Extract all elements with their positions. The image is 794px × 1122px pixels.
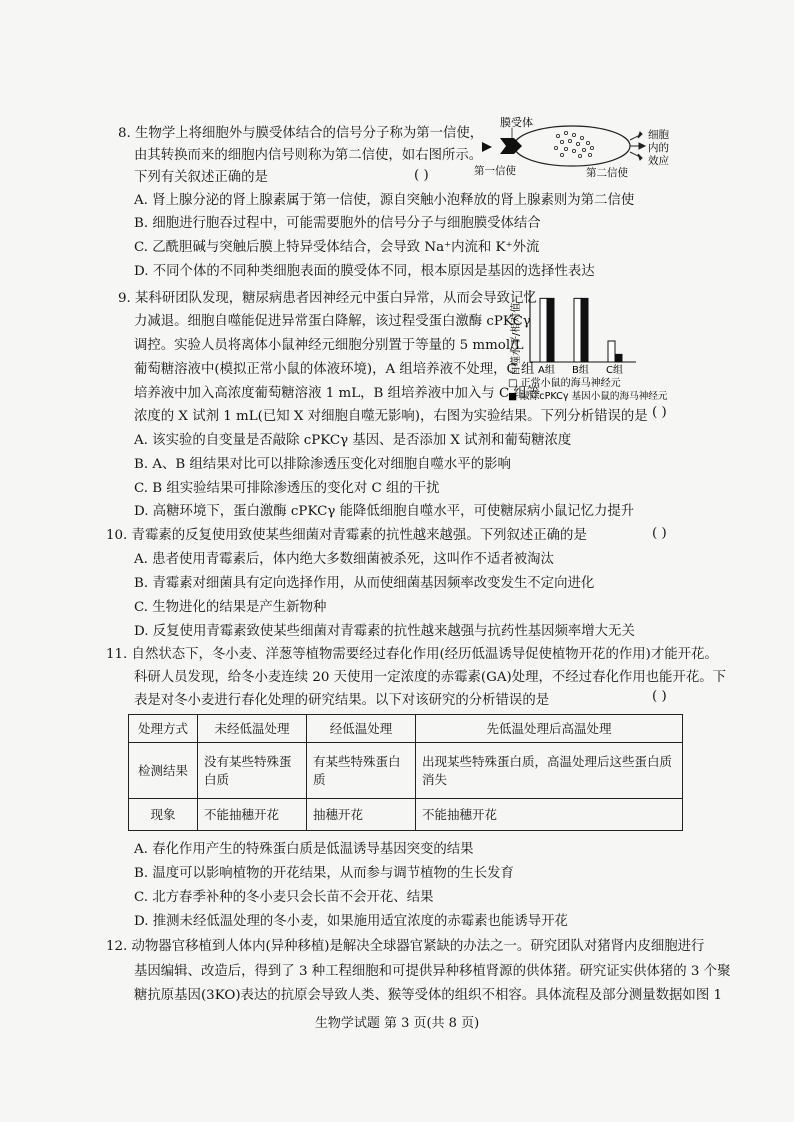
first-messenger-shape [482, 142, 492, 152]
table-cell: 现象 [129, 799, 198, 831]
q11-stem-1: 11. 自然状态下，冬小麦、洋葱等植物需要经过春化作用(经历低温诱导促使植物开花的作用)才能开花。 [106, 647, 718, 662]
table-cell: 出现某些特殊蛋白质，高温处理后这些蛋白质消失 [416, 743, 683, 799]
q8-option-c: C. 乙酰胆碱与突触后膜上特异受体结合，会导致 Na⁺内流和 K⁺外流 [134, 240, 540, 255]
bar-knockout [547, 298, 554, 362]
q9-option-a: A. 该实验的自变量是否敲除 cPKCγ 基因、是否添加 X 试剂和葡萄糖浓度 [134, 433, 572, 448]
vernalization-table [128, 714, 683, 831]
effect-arrows [630, 132, 645, 160]
signal-diagram [470, 116, 680, 182]
q10-option-d: D. 反复使用青霉素致使某些细菌对青霉素的抗性越来越强与抗药性基因频率增大无关 [134, 624, 635, 639]
effect-label-3: 效应 [648, 155, 669, 167]
bar-normal [608, 341, 615, 362]
q11-stem-3: 表是对冬小麦进行春化处理的研究结果。以下对该研究的分析错误的是 [134, 693, 550, 708]
bar-knockout [615, 354, 622, 362]
second-messenger-label: 第二信使 [586, 167, 628, 179]
q9-option-b: B. A、B 组结果对比可以排除渗透压变化对细胞自噬水平的影响 [134, 457, 511, 472]
q9-stem-2: 力减退。细胞自噬能促进异常蛋白降解，该过程受蛋白激酶 cPKCγ [134, 314, 531, 329]
x-tick-label: C组 [606, 365, 623, 376]
receptor-label: 膜受体 [500, 116, 533, 129]
q9-option-d: D. 高糖环境下，蛋白激酶 cPKCγ 能降低细胞自噬水平，可使糖尿病小鼠记忆力提升 [134, 504, 635, 519]
q9-stem-6: 浓度的 X 试剂 1 mL(已知 X 对细胞自噬无影响)，右图为实验结果。下列分析错误的是 [134, 409, 648, 424]
table-header-cell: 经低温处理 [307, 715, 416, 743]
q8-option-a: A. 肾上腺分泌的肾上腺素属于第一信使，源自突触小泡释放的肾上腺素则为第二信使 [134, 193, 635, 208]
table-cell: 不能抽穗开花 [416, 799, 683, 831]
q12-stem-2: 基因编辑、改造后，得到了 3 种工程细胞和可提供异种移植肾源的供体猪。研究证实供体猪的 3 个聚 [134, 964, 731, 979]
bar-knockout [581, 298, 588, 362]
legend-knockout: ■ 敲除cPKCγ 基因小鼠的海马神经元 [508, 391, 668, 402]
q9-stem-1: 9. 某科研团队发现，糖尿病患者因神经元中蛋白异常，从而会导致记忆 [118, 291, 537, 306]
q9-option-c: C. B 组实验结果可排除渗透压的变化对 C 组的干扰 [134, 481, 440, 496]
q8-stem-3: 下列有关叙述正确的是 [134, 170, 268, 185]
q8-stem-2: 由其转换而来的细胞内信号则称为第二信使，如右图所示。 [134, 148, 483, 163]
chart-ylabel: 自噬水平/相对值 [511, 302, 522, 376]
q12-stem-1: 12. 动物器官移植到人体内(异种移植)是解决全球器官紧缺的办法之一。研究团队对猪肾内皮细胞进行 [106, 939, 705, 954]
table-row [129, 799, 683, 831]
q10-stem: 10. 青霉素的反复使用致使某些细菌对青霉素的抗性越来越强。下列叙述正确的是 [106, 528, 587, 543]
receptor-shape [500, 138, 522, 154]
q9-stem-3: 调控。实验人员将离体小鼠神经元细胞分别置于等量的 5 mmol/L [134, 338, 524, 353]
q8-option-d: D. 不同个体的不同种类细胞表面的膜受体不同，根本原因是基因的选择性表达 [134, 264, 595, 279]
q9-answer-paren: ( ) [652, 405, 667, 420]
q11-answer-paren: ( ) [652, 689, 667, 704]
second-messenger-dots [554, 131, 593, 157]
effect-label-2: 内的 [648, 142, 669, 154]
table-header-cell: 处理方式 [129, 715, 198, 743]
legend-normal: □ 正常小鼠的海马神经元 [508, 378, 621, 389]
table-header-cell: 先低温处理后高温处理 [416, 715, 683, 743]
bar-normal [574, 298, 581, 362]
q11-option-a: A. 春化作用产生的特殊蛋白质是低温诱导基因突变的结果 [134, 842, 474, 857]
q8-option-b: B. 细胞进行胞吞过程中，可能需要胞外的信号分子与细胞膜受体结合 [134, 216, 541, 231]
cell-outline [514, 126, 630, 166]
q10-option-c: C. 生物进化的结果是产生新物种 [134, 600, 327, 615]
table-cell: 检测结果 [129, 743, 198, 799]
table-cell: 抽穗开花 [307, 799, 416, 831]
x-tick-label: A组 [538, 365, 555, 376]
table-row [129, 743, 683, 799]
autophagy-bar-chart [508, 282, 694, 406]
q11-stem-2: 科研人员发现，给冬小麦连续 20 天使用一定浓度的赤霉素(GA)处理，不经过春化作用也能开花。下 [134, 670, 726, 685]
x-tick-label: B组 [572, 365, 589, 376]
page-footer: 生物学试题 第 3 页(共 8 页) [314, 1016, 480, 1031]
q10-option-a: A. 患者使用青霉素后，体内绝大多数细菌被杀死，这叫作不适者被淘汰 [134, 552, 554, 567]
q11-option-c: C. 北方春季补种的冬小麦只会长苗不会开花、结果 [134, 890, 434, 905]
q8-answer-paren: ( ) [414, 168, 429, 183]
q12-stem-3: 糖抗原基因(3KO)表达的抗原会导致人类、猴等受体的组织不相容。具体流程及部分测量数据如图 1 [134, 988, 722, 1003]
q10-answer-paren: ( ) [652, 526, 667, 541]
table-header-cell: 未经低温处理 [198, 715, 307, 743]
q9-stem-4: 葡萄糖溶液中(模拟正常小鼠的体液环境)，A 组培养液不处理，C 组 [134, 362, 535, 377]
table-cell: 有某些特殊蛋白质 [307, 743, 416, 799]
table-cell: 没有某些特殊蛋白质 [198, 743, 307, 799]
q10-option-b: B. 青霉素对细菌具有定向选择作用，从而使细菌基因频率改变发生不定向进化 [134, 576, 595, 591]
first-messenger-label: 第一信使 [474, 165, 516, 177]
q11-option-d: D. 推测未经低温处理的冬小麦，如果施用适宜浓度的赤霉素也能诱导开花 [134, 914, 568, 929]
table-header-row [129, 715, 683, 743]
table-cell: 不能抽穗开花 [198, 799, 307, 831]
q11-option-b: B. 温度可以影响植物的开花结果，从而参与调节植物的生长发育 [134, 866, 514, 881]
q8-stem-1: 8. 生物学上将细胞外与膜受体结合的信号分子称为第一信使， [118, 126, 484, 141]
q9-stem-5: 培养液中加入高浓度葡萄糖溶液 1 mL，B 组培养液中加入与 C 组等 [134, 386, 541, 401]
bar-normal [540, 298, 547, 362]
effect-label-1: 细胞 [648, 129, 669, 141]
